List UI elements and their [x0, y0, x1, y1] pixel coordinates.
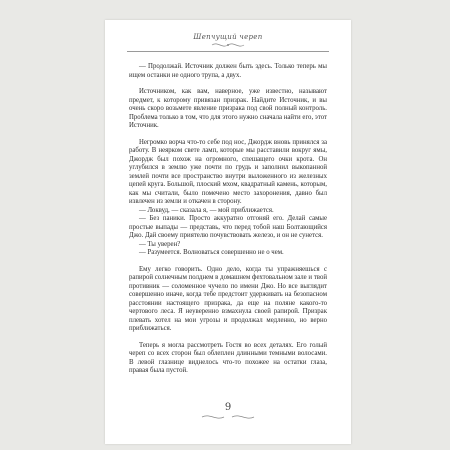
paragraph: Теперь я могла рассмотреть Гостя во всех деталях. Его голый череп со всех сторон был облеплен длинными темными волосами. В левой глазнице виднелось что-то похожее на остатки глаза, правая была пустой. [129, 341, 327, 374]
paragraph: — Без паники. Просто аккуратно отгоняй его. Делай самые простые выпады — представь, что перед тобой наш Болтающийся Джо. Дай своему приятелю почувствовать железо, и он не сунется. [129, 215, 327, 239]
paragraph: — Локвуд, — сказала я, — мой приближается. [139, 206, 274, 214]
book-page [105, 20, 351, 444]
header-rule [127, 51, 329, 52]
paragraph: Источником, как вам, наверное, уже известно, называют предмет, к которому привязан призрак. Найдите Источник, и вы очень скоро возьмете явление призрака под свой полный контроль. Проблема только в том, что для этого нужно сначала найти его, этот Источник. [129, 88, 327, 129]
paragraph: — Ты уверен? [139, 240, 181, 248]
body-text [129, 63, 327, 376]
flourish-ornament-icon [208, 41, 248, 49]
flourish-ornament-icon [200, 411, 256, 423]
paragraph: — Разумеется. Волноваться совершенно не о чем. [139, 249, 284, 256]
paragraph: Негромко ворча что-то себе под нос, Джордж вновь принялся за работу. В неярком свете ламп, которые мы расставили вокруг ямы, Джордж был похож на огромного, спешащего очки крота. Он углубился в землю уже почти по грудь и заполнил выкопанной землей почти все пространство внутри выложенного из железных цепей круга. Большой, плоский мхом, квадратный камень, которым, как мы считали, было помечено место захоронения, давно был извлечен из земли и откачен в сторону. [129, 138, 327, 205]
paragraph: — Продолжай. Источник должен быть здесь. Только теперь мы ищем останки не одного трупа, а двух. [129, 63, 327, 79]
paragraph: Ему легко говорить. Одно дело, когда ты упражняешься с рапирой солнечным полднем в домашнем фехтовальном зале и твой противник — соломенное чучело по имени Джо. Но все выглядит совершенно иначе, когда тебе предстоит удерживать на безопасном расстоянии настоящего призрака, да еще на поляне какого-то чертового леса. Я неуверенно взмахнула своей рапирой. Призрак плевать хотел на мои угрозы и продолжал медленно, но верно приближаться. [129, 265, 327, 332]
page-number: 9 [224, 402, 232, 413]
running-head: Шепчущий череп [193, 33, 263, 41]
